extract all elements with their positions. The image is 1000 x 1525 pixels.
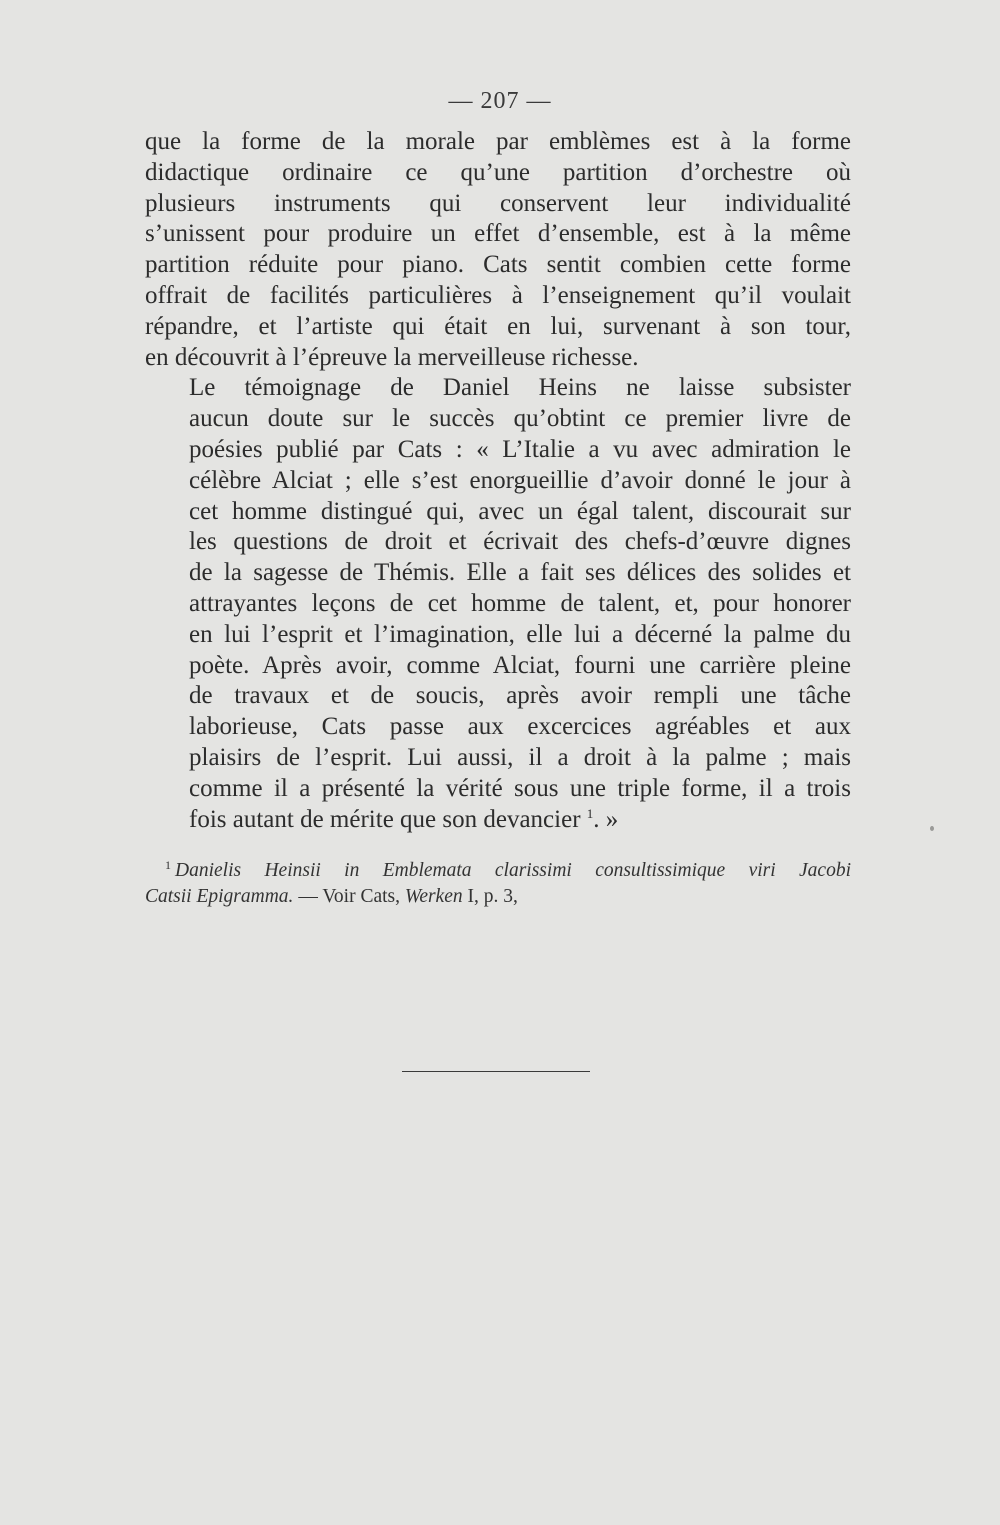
footnote-tail: I, p. 3,: [462, 886, 518, 907]
footnote-citation: Danielis Heinsii in Emblemata clarissimi consultissimique viri Jacobi: [175, 860, 851, 881]
text-line: de travaux et de soucis, après avoir rempli une tâche: [189, 682, 851, 710]
text-line: poète. Après avoir, comme Alciat, fourni une carrière pleine: [189, 651, 851, 679]
footnote-line: [145, 884, 851, 910]
text-line: laborieuse, Cats passe aux excercices agréables et aux: [189, 713, 851, 741]
text-line: que la forme de la morale par emblèmes est à la forme: [145, 128, 851, 155]
text-line-final: [145, 805, 851, 836]
text-line: de la sagesse de Thémis. Elle a fait ses délices des solides et: [189, 559, 851, 587]
text-line: répandre, et l’artiste qui était en lui, survenant à son tour,: [145, 312, 851, 340]
end-rule-divider: [402, 1071, 590, 1072]
text-line: plaisirs de l’esprit. Lui aussi, il a droit à la palme ; mais: [189, 743, 851, 771]
paper-speck: [930, 826, 934, 831]
text-line: comme il a présenté la vérité sous une triple forme, il a trois: [189, 774, 851, 802]
text-line: célèbre Alciat ; elle s’est enorgueillie d’avoir donné le jour à: [189, 466, 851, 494]
footnote-citation-cont: Catsii Epigramma.: [145, 886, 294, 907]
footnote-work-title: Werken: [404, 886, 463, 907]
body-text: [145, 127, 851, 835]
text-line: en lui l’esprit et l’imagination, elle lui a décerné la palme du: [189, 620, 851, 648]
footnote-reference[interactable]: 1: [586, 805, 594, 821]
text-line: offrait de facilités particulières à l’enseignement qu’il voulait: [145, 281, 851, 309]
footnote: [145, 858, 851, 910]
text-line: partition réduite pour piano. Cats sentit combien cette forme: [145, 251, 851, 279]
text-line: Le témoignage de Daniel Heins ne laisse subsister: [189, 374, 851, 402]
page-number: — 207 —: [448, 88, 552, 114]
text-line: aucun doute sur le succès qu’obtint ce premier livre de: [189, 405, 851, 433]
closing-quote: . »: [593, 805, 619, 833]
text-line: attrayantes leçons de cet homme de talent, et, pour honorer: [189, 589, 851, 617]
paragraph-1: [145, 127, 851, 373]
text-line-content: fois autant de mérite que son devancier: [189, 805, 581, 833]
text-line: poésies publié par Cats : « L’Italie a vu avec admiration le: [189, 435, 851, 463]
text-line: s’unissent pour produire un effet d’ensemble, est à la même: [145, 220, 851, 248]
text-line: les questions de droit et écrivait des chefs-d’œuvre dignes: [189, 528, 851, 556]
footnote-line: [145, 858, 851, 884]
paragraph-2: [145, 373, 851, 835]
footnote-marker: 1: [165, 858, 171, 872]
text-line: plusieurs instruments qui conservent leur individualité: [145, 189, 851, 217]
text-line: didactique ordinaire ce qu’une partition d’orchestre où: [145, 158, 851, 186]
footnote-text: — Voir Cats,: [293, 886, 405, 907]
text-line: en découvrit à l’épreuve la merveilleuse richesse.: [145, 343, 639, 371]
text-line: cet homme distingué qui, avec un égal talent, discourait sur: [189, 497, 851, 525]
